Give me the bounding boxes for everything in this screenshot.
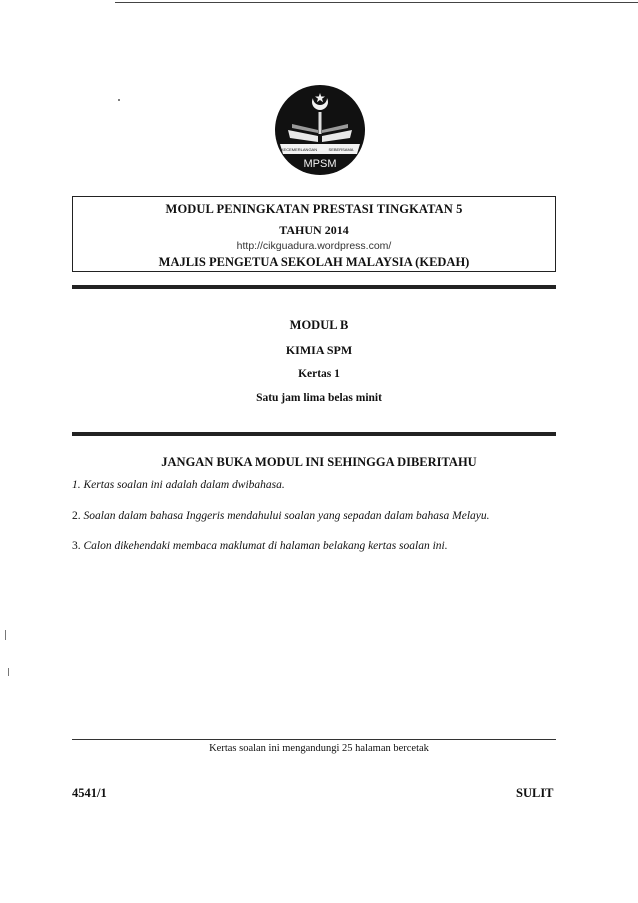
instruction-text: Soalan dalam bahasa Inggeris mendahului soalan yang sepadan dalam bahasa Melayu. [83, 510, 490, 522]
logo-right-text: SEBERSAMA [328, 147, 354, 152]
paper-label: Kertas 1 [298, 368, 340, 380]
page-count-note: Kertas soalan ini mengandungi 25 halaman bercetak [209, 743, 429, 754]
top-edge-line [115, 2, 638, 3]
instruction-text: Calon dikehendaki membaca maklumat di halaman belakang kertas soalan ini. [83, 540, 448, 552]
divider-top [72, 285, 556, 289]
instruction-item [72, 540, 448, 552]
module-name: MODUL B [289, 318, 349, 332]
divider-bottom [72, 432, 556, 436]
do-not-open-warning: JANGAN BUKA MODUL INI SEHINGGA DIBERITAHU [161, 455, 477, 469]
header-box [72, 196, 556, 272]
instruction-item [72, 510, 490, 522]
source-url: http://cikguadura.wordpress.com/ [236, 240, 392, 252]
instruction-item [72, 479, 285, 491]
instruction-number: 2. [72, 510, 81, 522]
scan-mark [5, 630, 6, 640]
council-name: MAJLIS PENGETUA SEKOLAH MALAYSIA (KEDAH) [158, 255, 470, 269]
duration-label: Satu jam lima belas minit [256, 392, 382, 404]
logo-left-text: KECEMERLANGAN [280, 147, 318, 152]
scan-mark [8, 668, 9, 676]
mpsm-logo [274, 84, 366, 176]
subject-name: KIMIA SPM [285, 343, 353, 357]
paper-code: 4541/1 [72, 786, 107, 800]
instruction-number: 3. [72, 540, 81, 552]
classification-label: SULIT [516, 786, 554, 800]
logo-label: MPSM [303, 158, 337, 170]
instruction-number: 1. [72, 479, 81, 491]
scan-speck [118, 99, 120, 101]
year-label: TAHUN 2014 [279, 223, 349, 237]
footer-rule [72, 739, 556, 740]
instruction-text: Kertas soalan ini adalah dalam dwibahasa. [83, 479, 285, 491]
module-program-title: MODUL PENINGKATAN PRESTASI TINGKATAN 5 [165, 202, 463, 216]
